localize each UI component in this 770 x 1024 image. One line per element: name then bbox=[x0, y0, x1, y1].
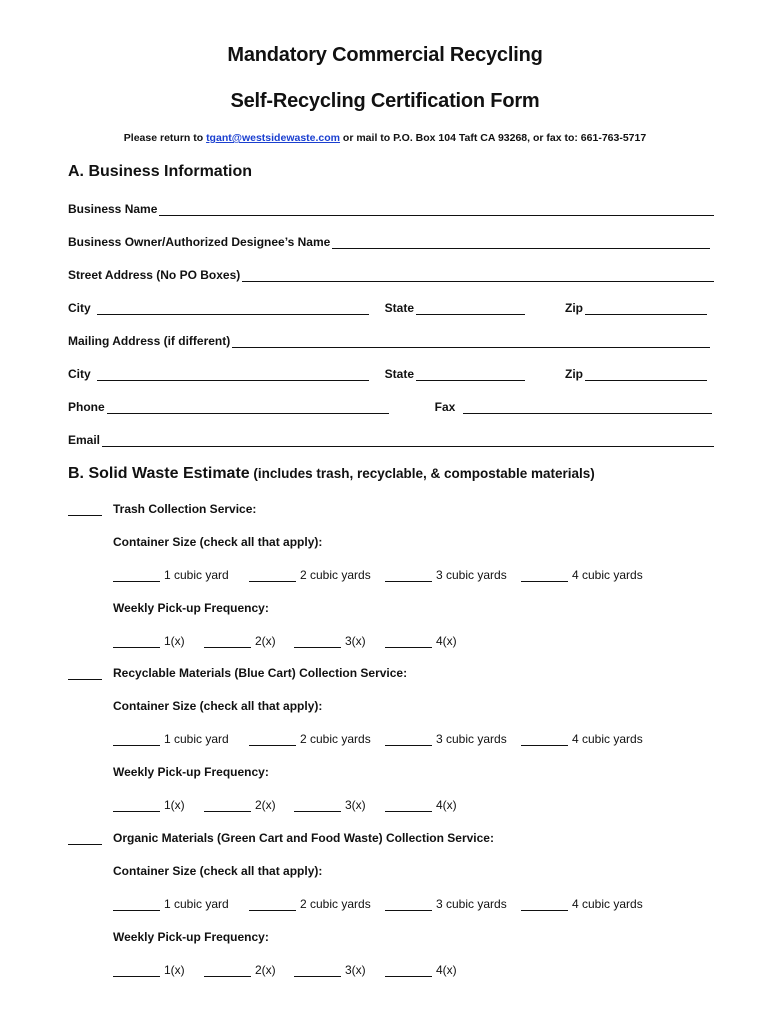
organic-size-3-label: 3 cubic yards bbox=[436, 897, 507, 911]
trash-freq-2-option[interactable] bbox=[204, 634, 276, 648]
trash-container-size-label: Container Size (check all that apply): bbox=[113, 535, 323, 549]
recyclable-service-label: Recyclable Materials (Blue Cart) Collection Service: bbox=[113, 666, 408, 680]
return-email-link[interactable]: tgant@westsidewaste.com bbox=[206, 132, 341, 144]
recyclable-size-3-label: 3 cubic yards bbox=[436, 732, 507, 746]
trash-size-1-label: 1 cubic yard bbox=[164, 568, 229, 582]
organic-service-label: Organic Materials (Green Cart and Food Waste) Collection Service: bbox=[113, 831, 494, 845]
organic-size-2-blank[interactable] bbox=[249, 898, 296, 911]
mailing-city-label: City bbox=[68, 367, 91, 381]
zip-field[interactable] bbox=[585, 302, 707, 315]
organic-container-size-label: Container Size (check all that apply): bbox=[113, 864, 323, 878]
trash-freq-2-blank[interactable] bbox=[204, 635, 251, 648]
organic-freq-1-label: 1(x) bbox=[164, 963, 185, 977]
owner-name-label: Business Owner/Authorized Designee’s Name bbox=[68, 235, 331, 249]
mailing-address-field[interactable] bbox=[232, 335, 710, 348]
organic-freq-4-label: 4(x) bbox=[436, 963, 457, 977]
street-address-field[interactable] bbox=[242, 269, 714, 282]
mailing-state-label: State bbox=[384, 367, 415, 381]
recyclable-size-2-label: 2 cubic yards bbox=[300, 732, 371, 746]
trash-freq-3-option[interactable] bbox=[294, 634, 366, 648]
trash-service-row bbox=[68, 502, 256, 516]
organic-size-4-label: 4 cubic yards bbox=[572, 897, 643, 911]
trash-size-2-label: 2 cubic yards bbox=[300, 568, 371, 582]
mailing-zip-field[interactable] bbox=[585, 368, 707, 381]
organic-freq-2-label: 2(x) bbox=[255, 963, 276, 977]
organic-size-1-label: 1 cubic yard bbox=[164, 897, 229, 911]
trash-size-1-blank[interactable] bbox=[113, 569, 160, 582]
mailing-zip-label: Zip bbox=[565, 367, 584, 381]
organic-freq-3-blank[interactable] bbox=[294, 964, 341, 977]
organic-freq-3-option[interactable] bbox=[294, 963, 366, 977]
phone-fax-row bbox=[68, 398, 714, 414]
organic-size-3-option[interactable] bbox=[385, 897, 507, 911]
organic-freq-1-option[interactable] bbox=[113, 963, 185, 977]
recyclable-size-2-option[interactable] bbox=[249, 732, 371, 746]
return-suffix: or mail to P.O. Box 104 Taft CA 93268, or fax to: 661-763-5717 bbox=[340, 132, 647, 144]
recyclable-size-4-label: 4 cubic yards bbox=[572, 732, 643, 746]
form-subtitle: Self-Recycling Certification Form bbox=[230, 90, 540, 112]
fax-label: Fax bbox=[434, 400, 456, 414]
section-b-heading bbox=[68, 465, 595, 483]
email-label: Email bbox=[68, 433, 101, 447]
recyclable-size-4-option[interactable] bbox=[521, 732, 643, 746]
city-field[interactable] bbox=[97, 302, 369, 315]
recyclable-freq-3-blank[interactable] bbox=[294, 799, 341, 812]
zip-label: Zip bbox=[565, 301, 584, 315]
trash-freq-4-option[interactable] bbox=[385, 634, 457, 648]
organic-frequency-label: Weekly Pick-up Frequency: bbox=[113, 930, 269, 944]
recyclable-size-1-label: 1 cubic yard bbox=[164, 732, 229, 746]
organic-freq-1-blank[interactable] bbox=[113, 964, 160, 977]
trash-freq-1-label: 1(x) bbox=[164, 634, 185, 648]
mailing-city-state-zip-row bbox=[68, 365, 714, 381]
phone-label: Phone bbox=[68, 400, 105, 414]
trash-freq-2-label: 2(x) bbox=[255, 634, 276, 648]
email-field[interactable] bbox=[102, 434, 714, 447]
mailing-address-label: Mailing Address (if different) bbox=[68, 334, 231, 348]
organic-freq-4-blank[interactable] bbox=[385, 964, 432, 977]
organic-freq-2-option[interactable] bbox=[204, 963, 276, 977]
trash-service-label: Trash Collection Service: bbox=[113, 502, 257, 516]
section-b-title: B. Solid Waste Estimate bbox=[68, 465, 250, 482]
trash-size-4-blank[interactable] bbox=[521, 569, 568, 582]
organic-size-3-blank[interactable] bbox=[385, 898, 432, 911]
owner-name-row bbox=[68, 233, 714, 249]
business-name-field[interactable] bbox=[159, 203, 714, 216]
return-instructions bbox=[0, 132, 770, 144]
street-address-label: Street Address (No PO Boxes) bbox=[68, 268, 241, 282]
trash-size-3-blank[interactable] bbox=[385, 569, 432, 582]
state-label: State bbox=[384, 301, 415, 315]
owner-name-field[interactable] bbox=[332, 236, 710, 249]
recyclable-freq-2-blank[interactable] bbox=[204, 799, 251, 812]
trash-size-4-label: 4 cubic yards bbox=[572, 568, 643, 582]
phone-field[interactable] bbox=[107, 401, 389, 414]
business-name-label: Business Name bbox=[68, 202, 158, 216]
city-state-zip-row bbox=[68, 299, 714, 315]
recyclable-size-1-blank[interactable] bbox=[113, 733, 160, 746]
recyclable-size-3-option[interactable] bbox=[385, 732, 507, 746]
mailing-address-row bbox=[68, 332, 714, 348]
street-address-row bbox=[68, 266, 714, 282]
return-prefix: Please return to bbox=[123, 132, 207, 144]
mailing-state-field[interactable] bbox=[416, 368, 525, 381]
recyclable-service-row bbox=[68, 666, 407, 680]
recyclable-freq-2-option[interactable] bbox=[204, 798, 276, 812]
recyclable-size-3-blank[interactable] bbox=[385, 733, 432, 746]
organic-freq-3-label: 3(x) bbox=[345, 963, 366, 977]
recyclable-freq-2-label: 2(x) bbox=[255, 798, 276, 812]
fax-field[interactable] bbox=[463, 401, 712, 414]
recyclable-freq-1-label: 1(x) bbox=[164, 798, 185, 812]
recyclable-frequency-label: Weekly Pick-up Frequency: bbox=[113, 765, 269, 779]
organic-size-1-blank[interactable] bbox=[113, 898, 160, 911]
trash-freq-1-blank[interactable] bbox=[113, 635, 160, 648]
recyclable-freq-4-blank[interactable] bbox=[385, 799, 432, 812]
trash-size-3-option[interactable] bbox=[385, 568, 507, 582]
organic-freq-2-blank[interactable] bbox=[204, 964, 251, 977]
recyclable-size-1-option[interactable] bbox=[113, 732, 229, 746]
section-b-subtitle: (includes trash, recyclable, & compostable materials) bbox=[249, 466, 595, 481]
recyclable-freq-4-label: 4(x) bbox=[436, 798, 457, 812]
state-field[interactable] bbox=[416, 302, 525, 315]
recyclable-freq-4-option[interactable] bbox=[385, 798, 457, 812]
recyclable-freq-1-blank[interactable] bbox=[113, 799, 160, 812]
organic-freq-4-option[interactable] bbox=[385, 963, 457, 977]
organic-size-1-option[interactable] bbox=[113, 897, 229, 911]
recyclable-freq-3-option[interactable] bbox=[294, 798, 366, 812]
trash-freq-4-label: 4(x) bbox=[436, 634, 457, 648]
trash-freq-1-option[interactable] bbox=[113, 634, 185, 648]
mailing-city-field[interactable] bbox=[97, 368, 369, 381]
trash-freq-3-blank[interactable] bbox=[294, 635, 341, 648]
recyclable-container-size-label: Container Size (check all that apply): bbox=[113, 699, 323, 713]
trash-frequency-label: Weekly Pick-up Frequency: bbox=[113, 601, 269, 615]
organic-size-2-option[interactable] bbox=[249, 897, 371, 911]
business-name-row bbox=[68, 200, 714, 216]
recyclable-size-2-blank[interactable] bbox=[249, 733, 296, 746]
trash-freq-3-label: 3(x) bbox=[345, 634, 366, 648]
organic-service-row bbox=[68, 831, 494, 845]
recyclable-size-4-blank[interactable] bbox=[521, 733, 568, 746]
trash-size-2-blank[interactable] bbox=[249, 569, 296, 582]
form-title: Mandatory Commercial Recycling bbox=[227, 44, 543, 66]
organic-size-4-blank[interactable] bbox=[521, 898, 568, 911]
section-a-heading: A. Business Information bbox=[68, 163, 253, 180]
recyclable-service-check[interactable] bbox=[68, 667, 102, 680]
trash-size-2-option[interactable] bbox=[249, 568, 371, 582]
trash-size-4-option[interactable] bbox=[521, 568, 643, 582]
trash-size-1-option[interactable] bbox=[113, 568, 229, 582]
organic-size-4-option[interactable] bbox=[521, 897, 643, 911]
trash-size-3-label: 3 cubic yards bbox=[436, 568, 507, 582]
trash-freq-4-blank[interactable] bbox=[385, 635, 432, 648]
email-row bbox=[68, 431, 714, 447]
recyclable-freq-1-option[interactable] bbox=[113, 798, 185, 812]
organic-size-2-label: 2 cubic yards bbox=[300, 897, 371, 911]
trash-service-check[interactable] bbox=[68, 503, 102, 516]
city-label: City bbox=[68, 301, 91, 315]
recyclable-freq-3-label: 3(x) bbox=[345, 798, 366, 812]
organic-service-check[interactable] bbox=[68, 832, 102, 845]
